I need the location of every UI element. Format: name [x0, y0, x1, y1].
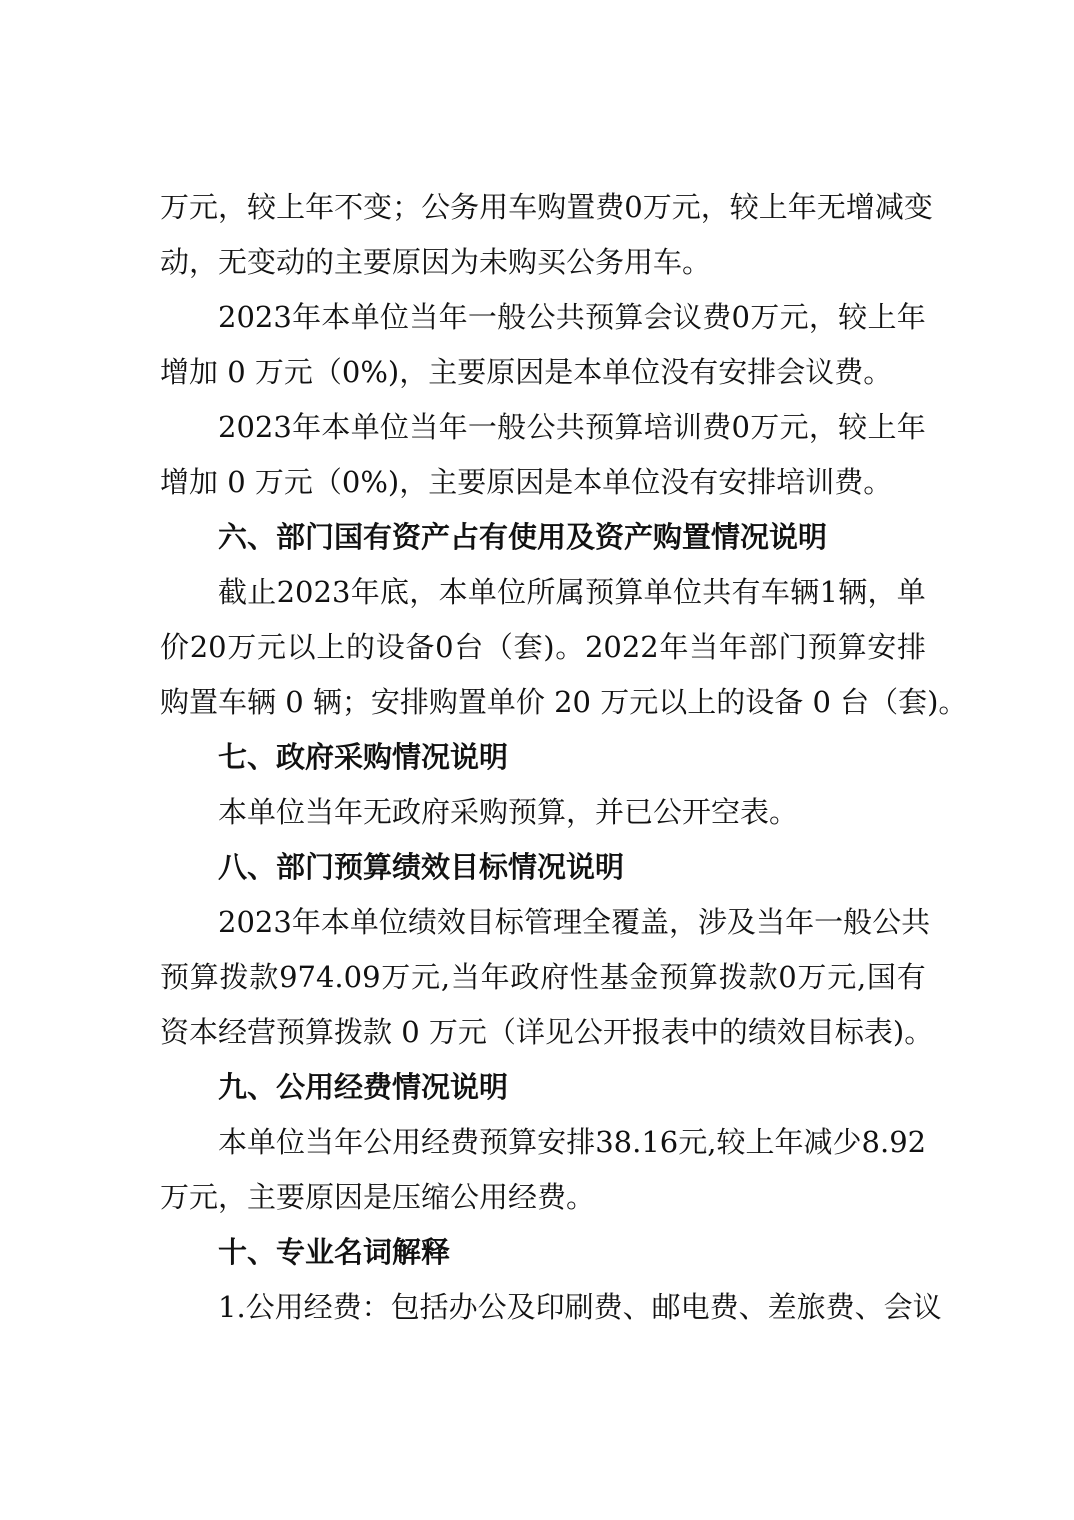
paragraph-line: 截 止 2023 年 底 ， 本 单 位 所 属 预 算 单 位 共 有 车 辆 1 辆 ， 单: [218, 575, 926, 609]
paragraph-line: 购置车辆 0 辆；安排购置单价 20 万元以上的设备 0 台（套)。: [160, 685, 968, 719]
paragraph-line: 2023 年 本 单 位 当 年 一 般 公 共 预 算 会 议 费 0 万 元 ， 较 上 年: [218, 300, 926, 334]
paragraph-line: 增加 0 万元（0%)，主要原因是本单位没有安排培训费。: [160, 465, 893, 499]
paragraph-line: 资本经营预算拨款 0 万元（详见公开报表中的绩效目标表)。: [160, 1015, 934, 1049]
section-heading: 七、政府采购情况说明: [218, 740, 509, 774]
paragraph-line: 本单位当年无政府采购预算，并已公开空表。: [218, 795, 799, 829]
paragraph-line: 预 算 拨 款 974.09 万 元 , 当 年 政 府 性 基 金 预 算 拨 款 0 万 元 , 国 有: [160, 960, 926, 994]
section-heading: 十、专业名词解释: [218, 1235, 451, 1269]
section-heading: 九、公用经费情况说明: [218, 1070, 509, 1104]
paragraph-line: 增加 0 万元（0%)，主要原因是本单位没有安排会议费。: [160, 355, 893, 389]
paragraph-line: 价 20 万 元 以 上 的 设 备 0 台 （ 套 ) 。 2022 年 当 年 部 门 预 算 安 排: [160, 630, 926, 664]
document-body: [160, 180, 968, 1335]
paragraph-line: 2023 年 本 单 位 当 年 一 般 公 共 预 算 培 训 费 0 万 元 ， 较 上 年: [218, 410, 926, 444]
section-heading: 八、部门预算绩效目标情况说明: [218, 850, 625, 884]
paragraph-line: 动，无变动的主要原因为未购买公务用车。: [160, 245, 712, 279]
paragraph-line: 本 单 位 当 年 公 用 经 费 预 算 安 排 38.16 元 , 较 上 年 减 少 8.92: [218, 1125, 927, 1159]
paragraph-line: 1.公用经费：包括办公及印刷费、邮电费、差旅费、会议: [218, 1290, 942, 1324]
paragraph-line: 2023 年 本 单 位 绩 效 目 标 管 理 全 覆 盖 ， 涉 及 当 年 一 般 公 共: [218, 905, 931, 939]
section-heading: 六、部门国有资产占有使用及资产购置情况说明: [218, 520, 828, 554]
paragraph-line: 万 元 ， 较 上 年 不 变 ； 公 务 用 车 购 置 费 0 万 元 ， 较 上 年 无 增 减 变: [160, 190, 933, 224]
paragraph-line: 万元，主要原因是压缩公用经费。: [160, 1180, 596, 1214]
